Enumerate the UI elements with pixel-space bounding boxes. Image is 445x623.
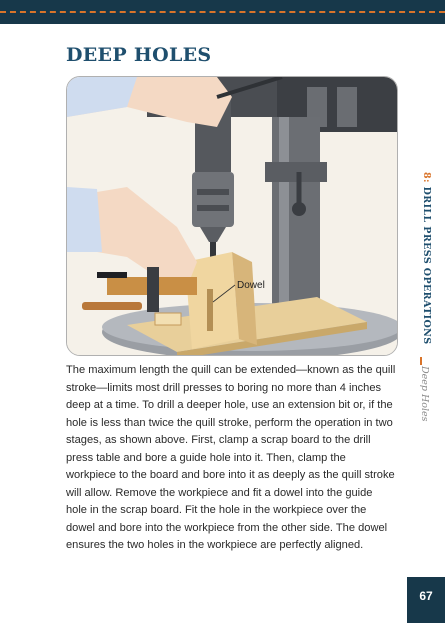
chapter-label	[410, 172, 432, 357]
page-number: 67	[419, 589, 433, 603]
top-header-bar	[0, 0, 445, 24]
section-label: Deep Holes	[419, 366, 430, 422]
side-accent-rule	[420, 357, 422, 365]
header-dashed-rule	[0, 11, 445, 13]
chapter-number: 8:	[421, 172, 432, 183]
chapter-title: DRILL PRESS OPERATIONS	[421, 186, 432, 345]
body-paragraph: The maximum length the quill can be extended—known as the quill stroke—limits most drill presses to boring no more than 4 inches deep at a time. To drill a deeper hole, use an extension bit or, if the hole is less than twice the quill stroke, perform the operation in two stages, as shown above. First, clamp a scrap board to the drill press table and bore a guide hole into it. Then, clamp the workpiece to the board and bore into it as deeply as the quill stroke will allow. Remove the workpiece and fit a dowel into the guide hole in the scrap board. Fit the hole in the workpiece over the dowel and bore into the workpiece from the other side. The dowel ensures the two holes in the workpiece are perfectly aligned.	[66, 364, 396, 552]
dowel-callout: Dowel	[237, 280, 265, 291]
chapter-side-tab	[410, 172, 432, 357]
drill-press-illustration	[66, 76, 398, 356]
page-number-box	[407, 577, 445, 623]
page-heading: DEEP HOLES	[66, 44, 212, 66]
